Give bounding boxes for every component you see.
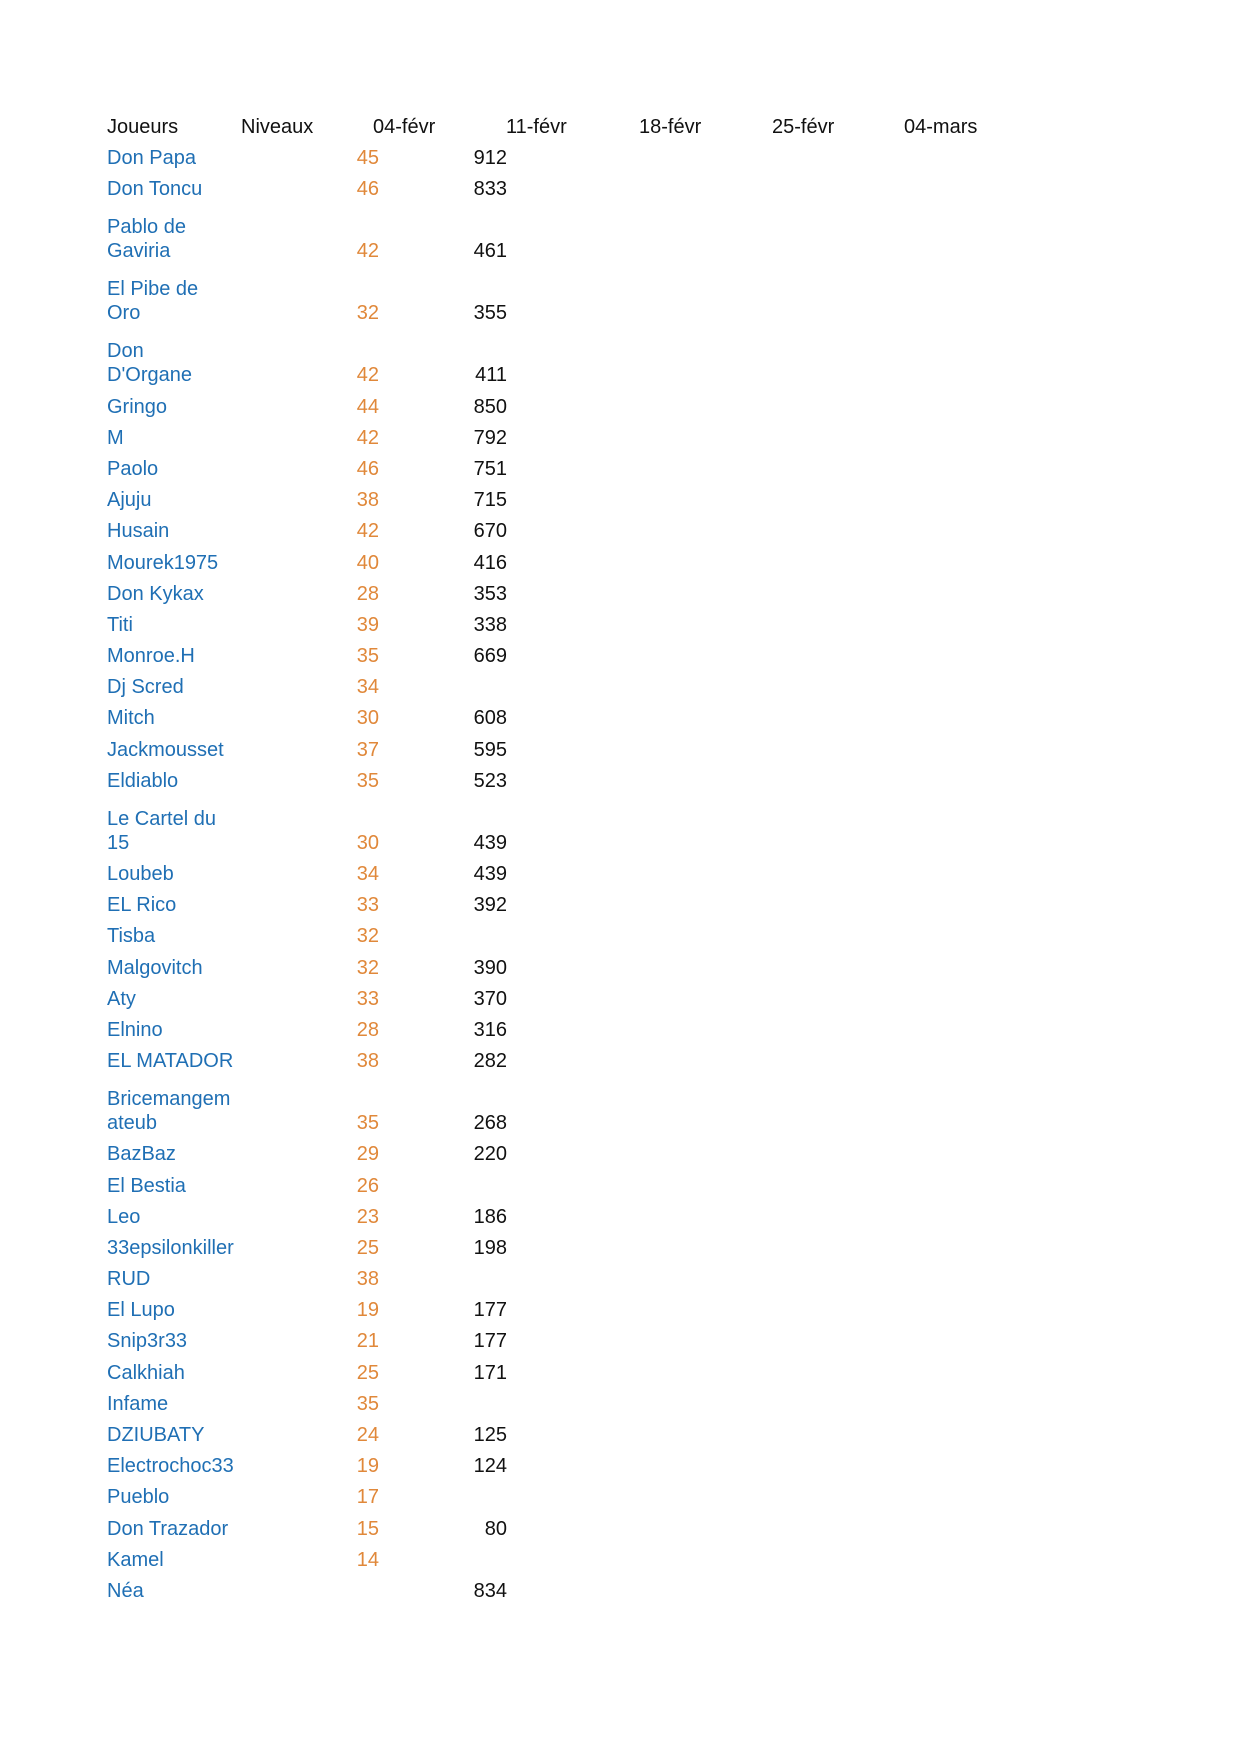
table-row <box>107 1234 1047 1265</box>
player-name <box>107 1517 242 1541</box>
player-name-line: Paolo <box>107 457 159 480</box>
scores-sheet <box>107 114 1047 1608</box>
player-name <box>107 613 242 637</box>
player-score: 80 <box>484 1517 507 1540</box>
player-score: 833 <box>473 178 507 201</box>
player-name-line: Tisba <box>107 925 156 948</box>
player-score: 220 <box>473 1143 507 1166</box>
player-level: 42 <box>356 426 379 449</box>
player-name-line: Pueblo <box>107 1486 170 1509</box>
player-score: 392 <box>473 894 507 917</box>
player-level: 40 <box>356 551 379 574</box>
player-level: 35 <box>356 1392 379 1415</box>
player-score: 850 <box>473 395 507 418</box>
table-row <box>107 767 1047 798</box>
table-row <box>107 1265 1047 1296</box>
player-level: 46 <box>356 178 379 201</box>
player-score: 523 <box>473 769 507 792</box>
table-row <box>107 798 1047 860</box>
player-name <box>107 1018 242 1042</box>
player-name <box>107 177 242 201</box>
table-row <box>107 486 1047 517</box>
player-name <box>107 1174 242 1198</box>
table-row <box>107 455 1047 486</box>
player-level: 42 <box>356 240 379 263</box>
player-score: 669 <box>473 645 507 668</box>
player-level: 42 <box>356 364 379 387</box>
player-name-line: Mitch <box>107 707 155 730</box>
table-row <box>107 1390 1047 1421</box>
table-row <box>107 392 1047 423</box>
player-level: 35 <box>356 1112 379 1135</box>
table-row <box>107 330 1047 392</box>
player-name-line: El Lupo <box>107 1299 175 1322</box>
table-row <box>107 1421 1047 1452</box>
player-level: 35 <box>356 645 379 668</box>
player-level: 35 <box>356 769 379 792</box>
table-row <box>107 1483 1047 1514</box>
player-score: 439 <box>473 863 507 885</box>
table-row <box>107 548 1047 579</box>
player-score: 834 <box>473 1579 507 1602</box>
player-name <box>107 1392 242 1416</box>
player-name-line: El Pibe de <box>107 278 199 301</box>
player-score: 595 <box>473 738 507 761</box>
player-name <box>107 1329 242 1353</box>
player-score: 177 <box>473 1330 507 1353</box>
player-score: 461 <box>473 240 507 263</box>
player-level: 38 <box>356 489 379 512</box>
player-name-line: EL MATADOR <box>107 1050 234 1073</box>
player-name <box>107 1485 242 1509</box>
header-levels: Niveaux <box>241 116 314 138</box>
table-row <box>107 424 1047 455</box>
player-name-line: Mourek1975 <box>107 551 219 574</box>
player-name <box>107 488 242 512</box>
player-name-line: Electrochoc33 <box>107 1455 234 1478</box>
player-name-line: Titi <box>107 613 133 636</box>
player-name-line: Oro <box>107 302 141 325</box>
player-level: 25 <box>356 1361 379 1384</box>
table-row <box>107 704 1047 735</box>
player-name <box>107 1361 242 1385</box>
player-level: 45 <box>356 147 379 170</box>
player-name <box>107 1087 242 1135</box>
table-row <box>107 1016 1047 1047</box>
player-name-line: Elnino <box>107 1018 163 1041</box>
player-name <box>107 582 242 606</box>
table-row <box>107 1327 1047 1358</box>
player-name <box>107 1142 242 1166</box>
header-date-4: 25-févr <box>772 116 835 138</box>
player-name-line: RUD <box>107 1268 151 1291</box>
player-score: 125 <box>473 1424 507 1446</box>
player-name-line: EL Rico <box>107 894 177 917</box>
player-name <box>107 807 242 855</box>
player-score: 390 <box>473 956 507 979</box>
header-row <box>107 114 1047 144</box>
table-row <box>107 1203 1047 1234</box>
player-level: 33 <box>356 987 379 1010</box>
player-level: 24 <box>356 1424 379 1446</box>
table-row <box>107 953 1047 984</box>
table-row <box>107 580 1047 611</box>
player-name-line: Don Trazador <box>107 1517 229 1540</box>
player-name-line: Leo <box>107 1205 141 1228</box>
table-row <box>107 517 1047 548</box>
player-name-line: Bricemangem <box>107 1088 231 1111</box>
player-score: 171 <box>473 1361 507 1384</box>
table-row <box>107 860 1047 891</box>
player-name <box>107 956 242 980</box>
player-name-line: DZIUBATY <box>107 1424 205 1446</box>
player-score: 370 <box>473 987 507 1010</box>
player-name-line: Snip3r33 <box>107 1330 188 1353</box>
player-level: 37 <box>356 738 379 761</box>
player-level: 38 <box>356 1050 379 1073</box>
player-score: 411 <box>475 364 507 387</box>
player-name-line: Don Toncu <box>107 178 203 201</box>
player-name-line: ateub <box>107 1112 158 1135</box>
player-name-line: Monroe.H <box>107 645 195 668</box>
player-score: 282 <box>473 1050 507 1073</box>
player-name-line: Malgovitch <box>107 956 203 979</box>
player-level: 17 <box>356 1486 379 1509</box>
player-name <box>107 1236 242 1260</box>
player-name-line: Jackmousset <box>107 738 224 761</box>
table-row <box>107 1078 1047 1140</box>
player-level: 38 <box>356 1268 379 1291</box>
table-row <box>107 1577 1047 1608</box>
table-row <box>107 268 1047 330</box>
player-name <box>107 1454 242 1478</box>
player-score: 177 <box>473 1299 507 1322</box>
player-name <box>107 893 242 917</box>
player-name-line: Pablo de <box>107 216 186 239</box>
player-name-line: 15 <box>107 831 130 854</box>
player-name-line: Ajuju <box>107 489 152 512</box>
player-level: 32 <box>356 956 379 979</box>
player-name <box>107 146 242 170</box>
player-score: 124 <box>473 1455 507 1478</box>
table-row <box>107 985 1047 1016</box>
player-name-line: Kamel <box>107 1548 164 1571</box>
player-name <box>107 675 242 699</box>
player-name <box>107 1548 242 1572</box>
player-score: 670 <box>473 520 507 543</box>
player-name <box>107 1267 242 1291</box>
player-level: 46 <box>356 457 379 480</box>
table-row <box>107 642 1047 673</box>
player-name <box>107 769 242 793</box>
player-name <box>107 924 242 948</box>
player-name-line: M <box>107 426 124 449</box>
player-name-line: Gaviria <box>107 240 171 263</box>
table-row <box>107 735 1047 766</box>
table-row <box>107 1358 1047 1389</box>
player-level: 34 <box>356 863 379 885</box>
player-name-line: BazBaz <box>107 1143 176 1166</box>
player-score: 608 <box>473 707 507 730</box>
player-score: 439 <box>473 831 507 854</box>
player-name <box>107 862 242 886</box>
player-name-line: Néa <box>107 1579 144 1602</box>
header-date-5: 04-mars <box>904 116 978 138</box>
header-date-1: 04-févr <box>373 116 436 138</box>
table-row <box>107 175 1047 206</box>
table-row <box>107 922 1047 953</box>
table-row <box>107 144 1047 175</box>
player-score: 198 <box>473 1236 507 1259</box>
player-name-line: D'Organe <box>107 364 192 387</box>
player-name-line: El Bestia <box>107 1174 186 1197</box>
player-level: 30 <box>356 707 379 730</box>
player-level: 30 <box>356 831 379 854</box>
player-name <box>107 277 242 325</box>
header-date-3: 18-févr <box>639 116 702 138</box>
player-level: 32 <box>356 925 379 948</box>
player-level: 26 <box>356 1174 379 1197</box>
player-name <box>107 339 242 387</box>
header-date-2: 11-févr <box>506 116 567 138</box>
player-name-line: Dj Scred <box>107 676 184 699</box>
player-level: 21 <box>356 1330 379 1353</box>
player-name <box>107 551 242 575</box>
player-score: 751 <box>473 457 507 480</box>
player-name-line: Infame <box>107 1392 169 1415</box>
player-score: 338 <box>473 613 507 636</box>
table-row <box>107 1140 1047 1171</box>
player-name <box>107 457 242 481</box>
player-name <box>107 1579 242 1603</box>
table-row <box>107 1296 1047 1327</box>
table-row <box>107 1171 1047 1202</box>
table-row <box>107 1047 1047 1078</box>
player-level: 23 <box>356 1205 379 1228</box>
player-level: 15 <box>356 1517 379 1540</box>
table-row <box>107 673 1047 704</box>
player-name <box>107 644 242 668</box>
player-score: 792 <box>473 426 507 449</box>
player-level: 28 <box>356 1018 379 1041</box>
player-level: 14 <box>356 1548 379 1571</box>
player-name-line: Loubeb <box>107 863 174 885</box>
header-players: Joueurs <box>107 116 179 138</box>
player-score: 715 <box>473 489 507 512</box>
table-row <box>107 206 1047 268</box>
player-name <box>107 738 242 762</box>
player-name-line: Don Kykax <box>107 582 204 605</box>
player-score: 912 <box>473 147 507 170</box>
player-name-line: Eldiablo <box>107 769 179 792</box>
player-name-line: Calkhiah <box>107 1361 185 1384</box>
player-name-line: Aty <box>107 987 136 1010</box>
player-level: 33 <box>356 894 379 917</box>
player-level: 28 <box>356 582 379 605</box>
player-name-line: Le Cartel du <box>107 807 216 830</box>
player-score: 186 <box>473 1205 507 1228</box>
player-name-line: 33epsilonkiller <box>107 1236 234 1259</box>
player-name <box>107 1423 242 1447</box>
player-level: 32 <box>356 302 379 325</box>
player-score: 316 <box>473 1018 507 1041</box>
player-level: 44 <box>356 395 379 418</box>
player-name <box>107 1049 242 1073</box>
player-level: 29 <box>356 1143 379 1166</box>
player-level: 19 <box>356 1455 379 1478</box>
player-rows <box>107 144 1047 1608</box>
table-row <box>107 1546 1047 1577</box>
table-row <box>107 1452 1047 1483</box>
player-level: 39 <box>356 613 379 636</box>
player-score: 268 <box>473 1112 507 1135</box>
player-score: 416 <box>473 551 507 574</box>
player-level: 19 <box>356 1299 379 1322</box>
player-name-line: Husain <box>107 520 170 543</box>
table-row <box>107 611 1047 642</box>
player-name-line: Don Papa <box>107 147 196 170</box>
player-name <box>107 215 242 263</box>
player-level: 34 <box>356 676 379 699</box>
table-row <box>107 891 1047 922</box>
player-name <box>107 426 242 450</box>
player-name <box>107 519 242 543</box>
player-name-line: Gringo <box>107 395 168 418</box>
table-row <box>107 1514 1047 1545</box>
player-score: 353 <box>473 582 507 605</box>
player-name-line: Don <box>107 340 144 363</box>
player-name <box>107 1298 242 1322</box>
player-score: 355 <box>473 302 507 325</box>
player-name <box>107 1205 242 1229</box>
player-name <box>107 395 242 419</box>
player-level: 42 <box>356 520 379 543</box>
player-name <box>107 706 242 730</box>
player-name <box>107 987 242 1011</box>
player-level: 25 <box>356 1236 379 1259</box>
